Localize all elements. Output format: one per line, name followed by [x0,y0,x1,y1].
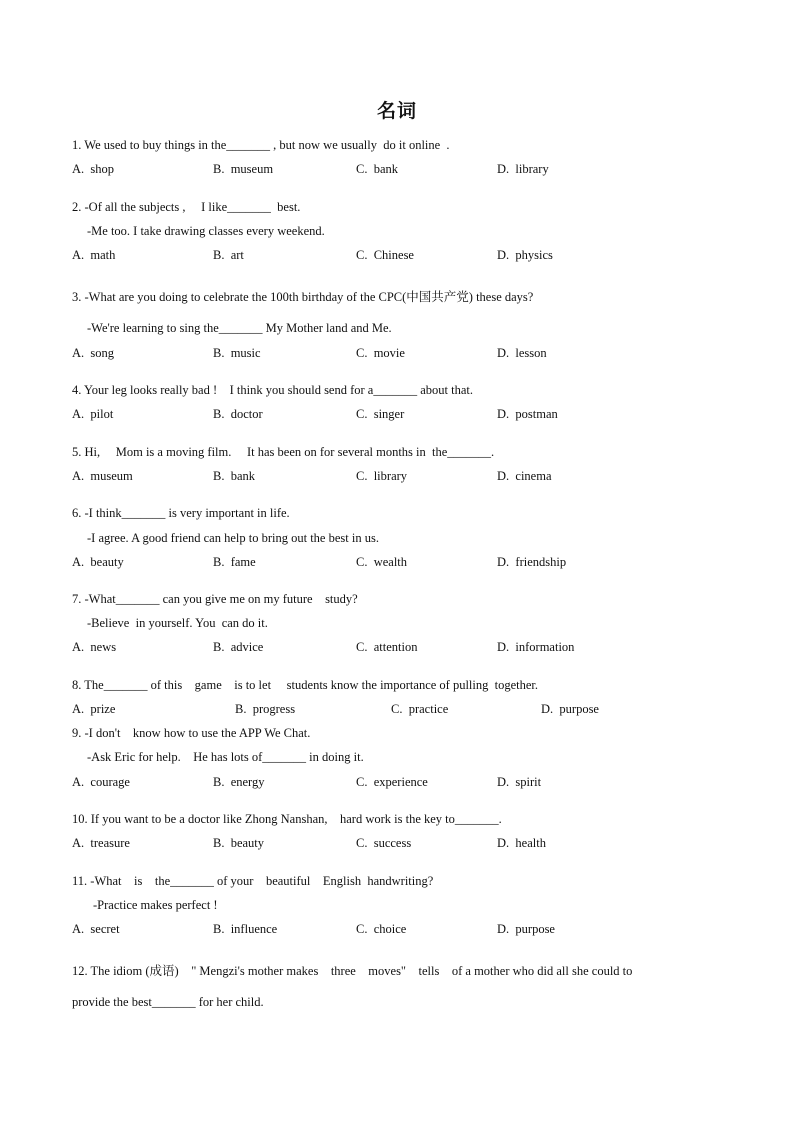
question-2-reply: -Me too. I take drawing classes every weekend. [87,224,325,238]
question-7-option-a: A. news [72,640,117,654]
question-8-option-c: C. practice [391,702,449,716]
question-5-option-a: A. museum [72,469,133,483]
question-7-option-b: B. advice [213,640,264,654]
question-5-option-b: B. bank [213,469,256,483]
question-8-option-a: A. prize [72,702,116,716]
question-9-text: 9. -I don't know how to use the APP We Chat. [72,726,311,740]
question-3-option-b: B. music [213,346,261,360]
page-title: 名词 [376,100,417,122]
question-2-option-b: B. art [213,248,244,262]
question-4-option-b: B. doctor [213,407,263,421]
question-2-text: 2. -Of all the subjects , I like_______ best. [72,200,301,214]
question-11-option-d: D. purpose [497,922,555,936]
question-10-option-b: B. beauty [213,836,265,850]
question-6-text: 6. -I think_______ is very important in life. [72,506,290,520]
question-6-option-c: C. wealth [356,555,408,569]
question-1-option-c: C. bank [356,162,399,176]
question-10-option-d: D. health [497,836,546,850]
question-4-option-d: D. postman [497,407,558,421]
question-5-option-c: C. library [356,469,408,483]
question-5-option-d: D. cinema [497,469,552,483]
question-9-option-a: A. courage [72,775,130,789]
question-3-reply: -We're learning to sing the_______ My Mother land and Me. [87,321,392,335]
question-2-option-d: D. physics [497,248,553,262]
question-10-option-c: C. success [356,836,412,850]
question-1-option-a: A. shop [72,162,115,176]
question-4-text: 4. Your leg looks really bad ! I think you should send for a_______ about that. [72,383,473,397]
question-8-option-b: B. progress [235,702,296,716]
question-3-text: 3. -What are you doing to celebrate the 100th birthday of the CPC(中国共产党) these days? [72,290,534,304]
question-11-text: 11. -What is the_______ of your beautiful English handwriting? [72,874,434,888]
question-12-text: 12. The idiom (成语) " Mengzi's mother makes three moves" tells of a mother who did all she could to [72,964,633,978]
question-12-text-continued: provide the best_______ for her child. [72,995,264,1009]
question-2-option-a: A. math [72,248,116,262]
question-1-option-d: D. library [497,162,549,176]
question-3-option-d: D. lesson [497,346,547,360]
question-10-option-a: A. treasure [72,836,130,850]
question-1-option-b: B. museum [213,162,274,176]
question-9-option-c: C. experience [356,775,428,789]
question-7-reply: -Believe in yourself. You can do it. [87,616,268,630]
question-3-option-a: A. song [72,346,115,360]
question-8-option-d: D. purpose [541,702,599,716]
question-7-option-d: D. information [497,640,575,654]
question-6-option-a: A. beauty [72,555,124,569]
question-6-reply: -I agree. A good friend can help to bring out the best in us. [87,531,379,545]
question-6-option-d: D. friendship [497,555,567,569]
question-9-option-b: B. energy [213,775,265,789]
question-11-option-a: A. secret [72,922,120,936]
question-10-text: 10. If you want to be a doctor like Zhong Nanshan, hard work is the key to_______. [72,812,502,826]
question-11-option-b: B. influence [213,922,278,936]
question-11-reply: -Practice makes perfect ! [93,898,218,912]
question-5-text: 5. Hi, Mom is a moving film. It has been on for several months in the_______. [72,445,495,459]
question-4-option-c: C. singer [356,407,405,421]
question-7-text: 7. -What_______ can you give me on my future study? [72,592,358,606]
question-2-option-c: C. Chinese [356,248,414,262]
question-4-option-a: A. pilot [72,407,114,421]
question-11-option-c: C. choice [356,922,407,936]
question-6-option-b: B. fame [213,555,256,569]
question-7-option-c: C. attention [356,640,418,654]
question-8-text: 8. The_______ of this game is to let students know the importance of pulling together. [72,678,539,692]
question-9-reply: -Ask Eric for help. He has lots of_______ in doing it. [87,750,364,764]
question-1-text: 1. We used to buy things in the_______ , but now we usually do it online . [72,138,450,152]
question-9-option-d: D. spirit [497,775,542,789]
question-3-option-c: C. movie [356,346,405,360]
